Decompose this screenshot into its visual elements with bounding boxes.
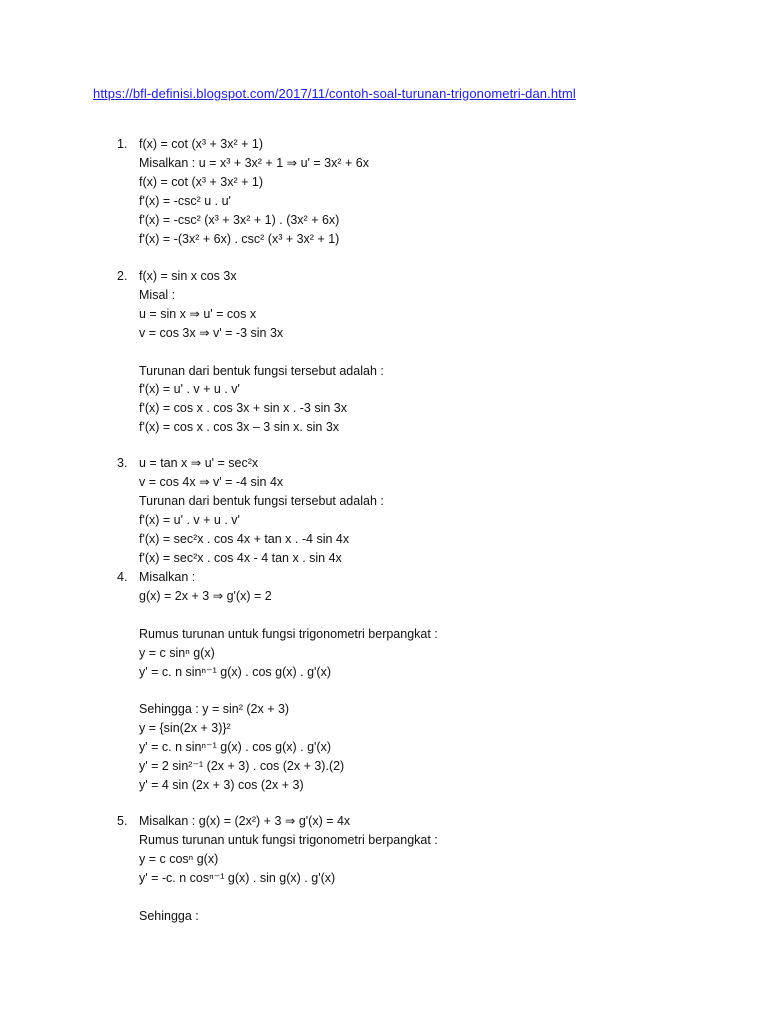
problem-line: g(x) = 2x + 3 ⇒ g'(x) = 2 <box>139 588 272 603</box>
problem-line: Misalkan : u = x³ + 3x² + 1 ⇒ u' = 3x² + 6x <box>139 155 369 170</box>
problem-line: Rumus turunan untuk fungsi trigonometri berpangkat : <box>139 832 438 847</box>
problem-line: y = c cosⁿ g(x) <box>139 851 219 866</box>
problem-line: f'(x) = -csc² (x³ + 3x² + 1) . (3x² + 6x) <box>139 212 340 227</box>
problem-line: Sehingga : y = sin² (2x + 3) <box>139 702 290 717</box>
problem-line: f'(x) = -csc² u . u' <box>139 193 231 208</box>
problem-number: 5. <box>117 814 128 828</box>
problem-line: Sehingga : <box>139 908 199 923</box>
problem-line: Misalkan : <box>139 570 196 584</box>
problem-line: y' = c. n sinⁿ⁻¹ g(x) . cos g(x) . g'(x) <box>139 740 332 755</box>
problem-line: f'(x) = cos x . cos 3x + sin x . -3 sin 3x <box>139 401 348 416</box>
problem-line: y' = 4 sin (2x + 3) cos (2x + 3) <box>139 777 304 792</box>
problem-line: y = {sin(2x + 3)}² <box>139 721 231 736</box>
problem-line: f(x) = sin x cos 3x <box>139 269 237 283</box>
problem-line: f'(x) = cos x . cos 3x – 3 sin x. sin 3x <box>139 420 340 435</box>
problem-line: y' = -c. n cosⁿ⁻¹ g(x) . sin g(x) . g'(x) <box>139 870 336 885</box>
problem-number: 1. <box>117 137 128 151</box>
problem-line: f'(x) = sec²x . cos 4x + tan x . -4 sin 4x <box>139 531 350 546</box>
problem-number: 4. <box>117 570 128 584</box>
problem-number: 2. <box>117 269 128 283</box>
problem-line: Turunan dari bentuk fungsi tersebut adalah : <box>139 493 384 508</box>
problem-line: y' = c. n sinⁿ⁻¹ g(x) . cos g(x) . g'(x) <box>139 664 332 679</box>
problem-line: u = sin x ⇒ u' = cos x <box>139 306 257 321</box>
problem-line: Misalkan : g(x) = (2x²) + 3 ⇒ g'(x) = 4x <box>139 814 351 828</box>
problem-line: Rumus turunan untuk fungsi trigonometri berpangkat : <box>139 626 438 641</box>
problem-line: v = cos 4x ⇒ v' = -4 sin 4x <box>139 474 284 489</box>
problem-line: y' = 2 sin²⁻¹ (2x + 3) . cos (2x + 3).(2) <box>139 759 345 773</box>
problem-line: v = cos 3x ⇒ v' = -3 sin 3x <box>139 325 284 340</box>
source-link[interactable]: https://bfl-definisi.blogspot.com/2017/11/contoh-soal-turunan-trigonometri-dan.html <box>93 86 576 101</box>
problem-line: f'(x) = u' . v + u . v' <box>139 512 240 527</box>
problem-line: u = tan x ⇒ u' = sec²x <box>139 456 259 470</box>
problem-line: Turunan dari bentuk fungsi tersebut adalah : <box>139 363 384 378</box>
problem-number: 3. <box>117 456 128 470</box>
problem-line: f'(x) = sec²x . cos 4x - 4 tan x . sin 4x <box>139 550 342 565</box>
problem-line: f'(x) = u' . v + u . v' <box>139 382 240 397</box>
problem-line: f'(x) = -(3x² + 6x) . csc² (x³ + 3x² + 1) <box>139 231 340 246</box>
problem-line: f(x) = cot (x³ + 3x² + 1) <box>139 137 263 151</box>
problem-line: Misal : <box>139 287 176 302</box>
problem-line: f(x) = cot (x³ + 3x² + 1) <box>139 174 263 189</box>
problem-line: y = c sinⁿ g(x) <box>139 645 215 660</box>
